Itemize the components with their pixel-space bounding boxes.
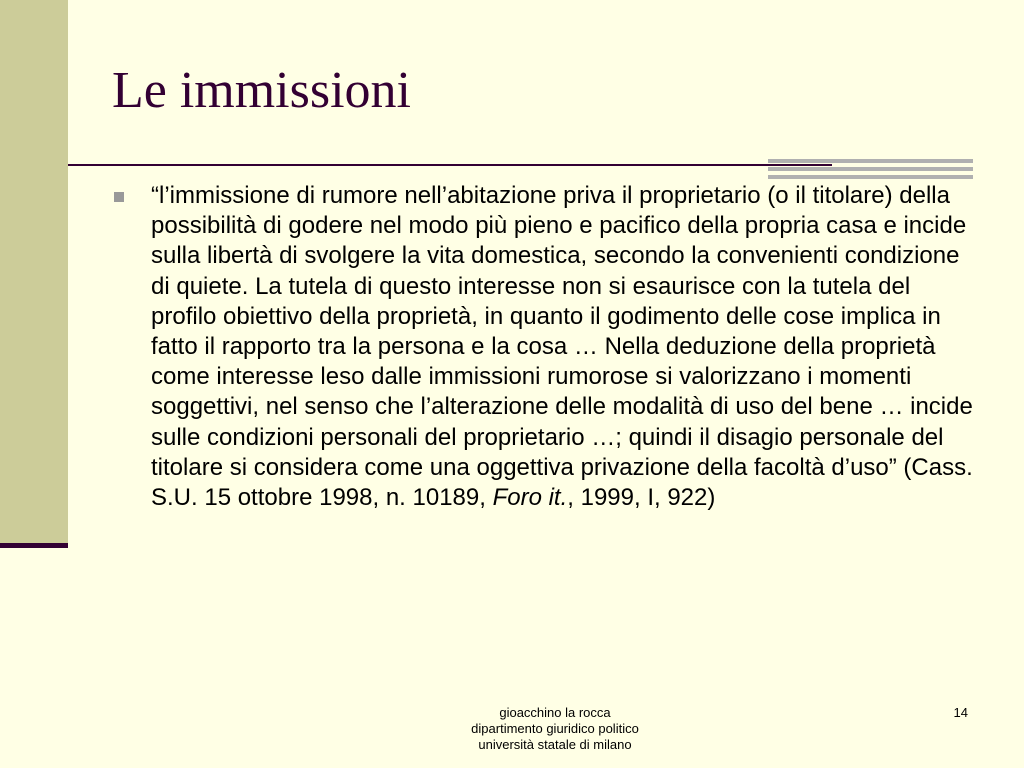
bullet-text: “l’immissione di rumore nell’abitazione priva il proprietario (o il titolare) della possibilità di godere nel modo più pieno e pacifico della propria casa e incide sulla libertà di svolgere la vita domestica, secondo la convenienti condizione di quiete. La tutela di questo interesse non si esaurisce con la tutela del profilo obiettivo della proprietà, in quanto il godimento delle cose implica in fatto il rapporto tra la persona e la cosa … Nella deduzione della proprietà come interesse leso dalle immissioni rumorose si valorizzano i momenti soggettivi, nel senso che l’alterazione delle modalità di uso del bene … incide sulle condizioni personali del proprietario …; quindi il disagio personale del titolare si considera come una oggettiva privazione della facoltà d’uso” (Cass. S.U. 15 ottobre 1998, n. 10189, [151,182,973,512]
left-bar-underline [0,543,68,548]
bullet-item [114,181,974,513]
footer-department: dipartimento giuridico politico [471,721,639,736]
page-number: 14 [953,705,968,720]
slide-body [114,181,974,513]
left-decorative-bar [0,0,68,548]
footer-university: università statale di milano [478,737,632,752]
slide-footer [400,705,710,753]
square-bullet-icon [114,192,124,202]
citation-italic: Foro it. [492,484,568,512]
bullet-text-end: , 1999, I, 922) [567,484,716,512]
title-divider [68,164,832,166]
slide-title: Le immissioni [112,62,411,119]
footer-author: gioacchino la rocca [499,705,611,720]
accent-bars [768,159,973,179]
